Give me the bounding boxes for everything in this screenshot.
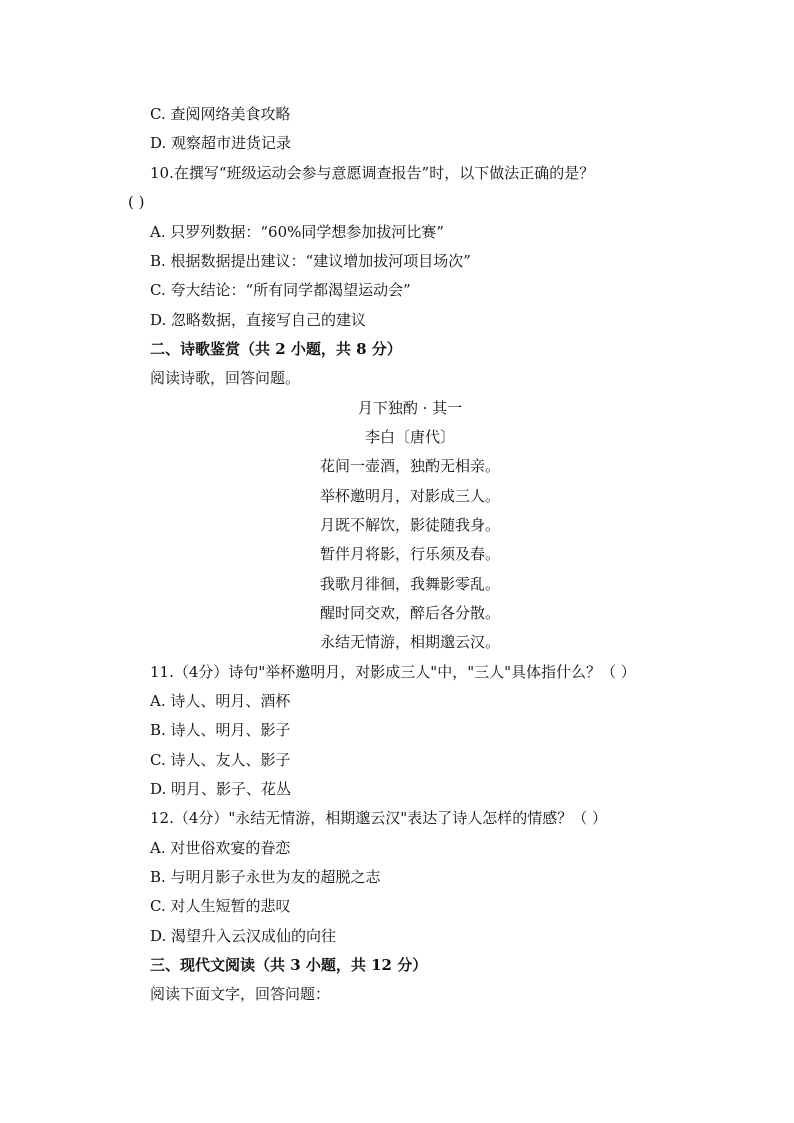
q12-option-d: D. 渴望升入云汉成仙的向往 [150,927,337,945]
poem-author: 李白〔唐代〕 [364,428,455,446]
section-2-intro: 阅读诗歌，回答问题。 [150,369,301,387]
q12-option-b: B. 与明月影子永世为友的超脱之志 [150,868,381,886]
poem-line: 永结无情游，相期邈云汉。 [319,633,500,651]
q10-option-d: D. 忽略数据，直接写自己的建议 [150,311,367,329]
poem-title: 月下独酌 · 其一 [357,399,463,417]
poem-line: 举杯邀明月，对影成三人。 [319,487,500,505]
section-2-heading: 二、诗歌鉴赏（共 2 小题，共 8 分） [150,340,402,358]
q12-option-a: A. 对世俗欢宴的眷恋 [150,839,291,857]
q10-option-a: A. 只罗列数据：“60%同学想参加拔河比赛” [150,223,445,241]
q11-stem: 11.（4分）诗句"举杯邀明月，对影成三人"中，"三人"具体指什么？（ ） [150,663,636,681]
poem-line: 醒时同交欢，醉后各分散。 [319,604,500,622]
q10-answer-paren: ( ) [128,193,145,211]
q10-option-b: B. 根据数据提出建议：“建议增加拔河项目场次” [150,252,471,270]
q12-option-c: C. 对人生短暂的悲叹 [150,897,291,915]
section-3-intro: 阅读下面文字，回答问题： [150,985,331,1003]
q10-option-c: C. 夸大结论：“所有同学都渴望运动会” [150,281,411,299]
poem-line: 暂伴月将影，行乐须及春。 [319,545,500,563]
q11-option-d: D. 明月、影子、花丛 [150,780,292,798]
poem-line: 月既不解饮，影徒随我身。 [319,516,500,534]
q11-option-c: C. 诗人、友人、影子 [150,751,291,769]
q11-option-b: B. 诗人、明月、影子 [150,721,291,739]
q9-option-c: C. 查阅网络美食攻略 [150,105,291,123]
q12-stem: 12.（4分）"永结无情游，相期邈云汉"表达了诗人怎样的情感？（ ） [150,809,607,827]
poem-line: 花间一壶酒，独酌无相亲。 [319,457,500,475]
q11-option-a: A. 诗人、明月、酒杯 [150,692,291,710]
section-3-heading: 三、现代文阅读（共 3 小题，共 12 分） [150,956,428,974]
poem-line: 我歌月徘徊，我舞影零乱。 [319,575,500,593]
q10-stem: 10.在撰写“班级运动会参与意愿调查报告”时，以下做法正确的是？ [150,164,595,182]
q9-option-d: D. 观察超市进货记录 [150,134,292,152]
